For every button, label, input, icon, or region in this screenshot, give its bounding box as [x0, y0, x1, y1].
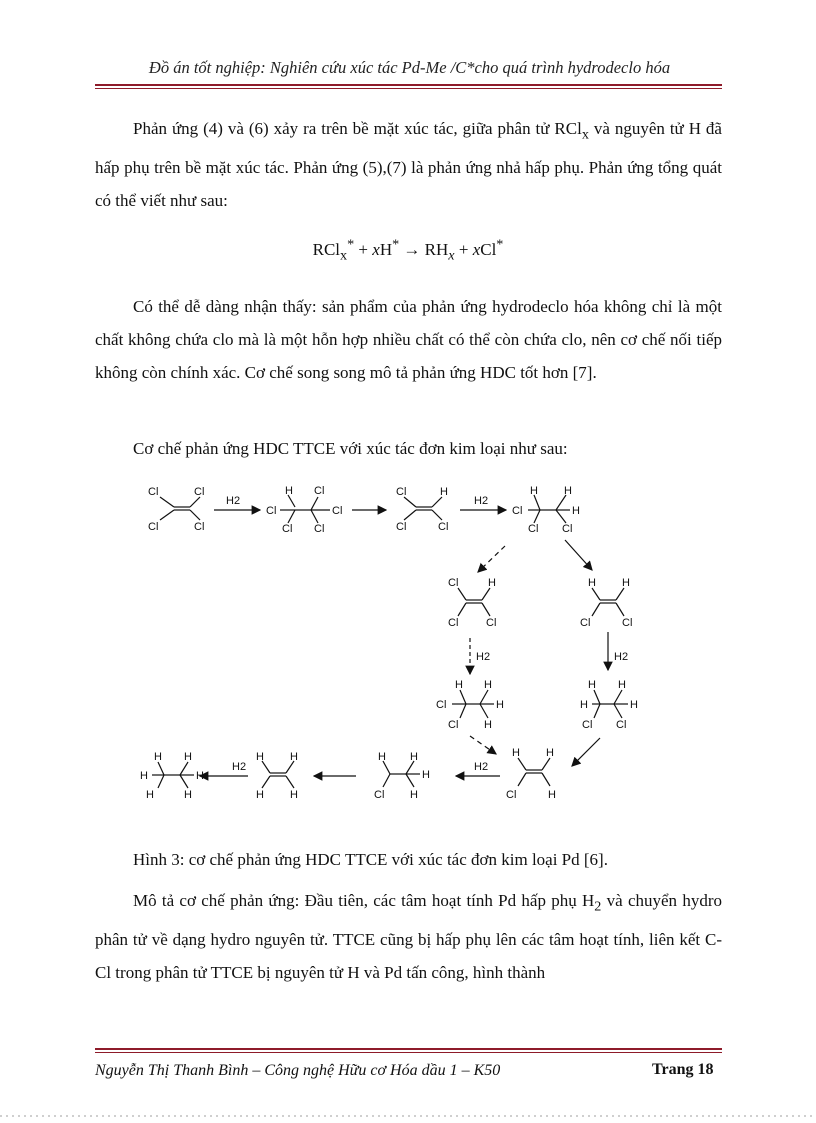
atom-h: H: [410, 751, 418, 763]
atom-h: H: [530, 485, 538, 497]
atom-h: H: [618, 679, 626, 691]
atom-h: H: [290, 751, 298, 763]
paragraph-reaction-surface: [95, 112, 722, 217]
atom-h: H: [630, 699, 638, 711]
atom-h: H: [546, 747, 554, 759]
atom-h: H: [622, 577, 630, 589]
atom-cl: Cl: [580, 617, 591, 629]
atom-cl: Cl: [282, 523, 293, 535]
figure-caption: Hình 3: cơ chế phản ứng HDC TTCE với xúc tác đơn kim loại Pd [6].: [133, 850, 608, 869]
h2-label: H2: [614, 651, 629, 663]
atom-h: H: [588, 577, 596, 589]
atom-cl: Cl: [506, 789, 517, 801]
atom-cl: Cl: [194, 486, 205, 498]
h2-label: H2: [232, 761, 247, 773]
h2-label: H2: [226, 495, 241, 507]
para3-text: Cơ chế phản ứng HDC TTCE với xúc tác đơn kim loại như sau:: [133, 439, 568, 458]
atom-h: H: [484, 679, 492, 691]
footer-author: Nguyễn Thị Thanh Bình – Công nghệ Hữu cơ Hóa dầu 1 – K50: [95, 1062, 501, 1079]
atom-cl: Cl: [314, 485, 325, 497]
atom-cl: Cl: [562, 523, 573, 535]
atom-cl: Cl: [622, 617, 633, 629]
atom-cl: Cl: [512, 505, 523, 517]
atom-h: H: [484, 719, 492, 731]
atom-cl: Cl: [194, 521, 205, 533]
atom-h: H: [588, 679, 596, 691]
atom-h: H: [455, 679, 463, 691]
page-bottom-dotted-line: [0, 1115, 816, 1117]
atom-h: H: [378, 751, 386, 763]
atom-cl: Cl: [332, 505, 343, 517]
atom-cl: Cl: [448, 577, 459, 589]
header-rule: [95, 84, 722, 86]
atom-h: H: [184, 789, 192, 801]
para1-subscript: x: [581, 126, 589, 143]
atom-h: H: [256, 751, 264, 763]
para2-text: Có thể dễ dàng nhận thấy: sản phẩm của phản ứng hydrodeclo hóa không chỉ là một chất không chứa clo mà là một hỗn hợp nhiều chất có thể còn chứa clo, nên cơ chế nối tiếp không còn chính xác. Cơ chế song song mô tả phản ứng HDC tốt hơn [7].: [95, 297, 722, 382]
footer-rule: [95, 1048, 722, 1050]
page-header-title: Đồ án tốt nghiệp: Nghiên cứu xúc tác Pd-Me /C*cho quá trình hydrodeclo hóa: [148, 58, 671, 77]
atom-cl: Cl: [396, 521, 407, 533]
para4-subscript: 2: [594, 898, 602, 915]
atom-cl: Cl: [396, 486, 407, 498]
atom-h: H: [410, 789, 418, 801]
atom-h: H: [488, 577, 496, 589]
para4-text-b: và chuyển hydro phân tử về dạng hydro nguyên tử. TTCE cũng bị hấp phụ lên các tâm hoạt tính, liên kết C-Cl trong phân tử TTCE bị nguyên tử H và Pd tấn công, hình thành: [95, 891, 722, 983]
atom-cl: Cl: [528, 523, 539, 535]
h2-label: H2: [474, 761, 489, 773]
atom-cl: Cl: [486, 617, 497, 629]
atom-cl: Cl: [582, 719, 593, 731]
atom-cl: Cl: [148, 486, 159, 498]
atom-cl: Cl: [448, 719, 459, 731]
equation-rendered: $RCl_x^* + xH^* \to RH_x + xCl^*$: [312, 236, 504, 264]
atom-h: H: [572, 505, 580, 517]
atom-cl: Cl: [314, 523, 325, 535]
atom-cl: Cl: [148, 521, 159, 533]
atom-h: H: [140, 770, 148, 782]
atom-h: H: [146, 789, 154, 801]
general-equation: [0, 236, 816, 264]
atom-h: H: [256, 789, 264, 801]
para1-text-b: và nguyên tử H đã hấp phụ trên bề mặt xúc tác. Phản ứng (5),(7) là phản ứng nhả hấp phụ. Phản ứng tổng quát có thể viết như sau:: [95, 119, 722, 211]
header-rule-thin: [95, 88, 722, 89]
atom-cl: Cl: [448, 617, 459, 629]
paragraph-mechanism-note: [95, 290, 722, 389]
h2-label: H2: [476, 651, 491, 663]
atom-cl: Cl: [266, 505, 277, 517]
atom-h: H: [496, 699, 504, 711]
page-number: Trang 18: [652, 1061, 714, 1078]
footer-rule-thin: [95, 1052, 722, 1053]
atom-h: H: [580, 699, 588, 711]
atom-cl: Cl: [438, 521, 449, 533]
atom-h: H: [422, 769, 430, 781]
atom-cl: Cl: [436, 699, 447, 711]
para1-text-a: Phản ứng (4) và (6) xảy ra trên bề mặt xúc tác, giữa phân tử RCl: [133, 119, 582, 138]
atom-cl: Cl: [374, 789, 385, 801]
atom-h: H: [440, 486, 448, 498]
paragraph-mechanism-description: [95, 884, 722, 989]
paragraph-mechanism-intro: [95, 432, 722, 465]
atom-h: H: [196, 770, 204, 782]
atom-h: H: [154, 751, 162, 763]
para4-text-a: Mô tả cơ chế phản ứng: Đầu tiên, các tâm hoạt tính Pd hấp phụ H: [133, 891, 595, 910]
atom-h: H: [290, 789, 298, 801]
atom-h: H: [285, 485, 293, 497]
atom-cl: Cl: [616, 719, 627, 731]
atom-h: H: [184, 751, 192, 763]
atom-h: H: [564, 485, 572, 497]
atom-h: H: [548, 789, 556, 801]
atom-h: H: [512, 747, 520, 759]
h2-label: H2: [474, 495, 489, 507]
hdc-mechanism-figure: [0, 470, 816, 815]
